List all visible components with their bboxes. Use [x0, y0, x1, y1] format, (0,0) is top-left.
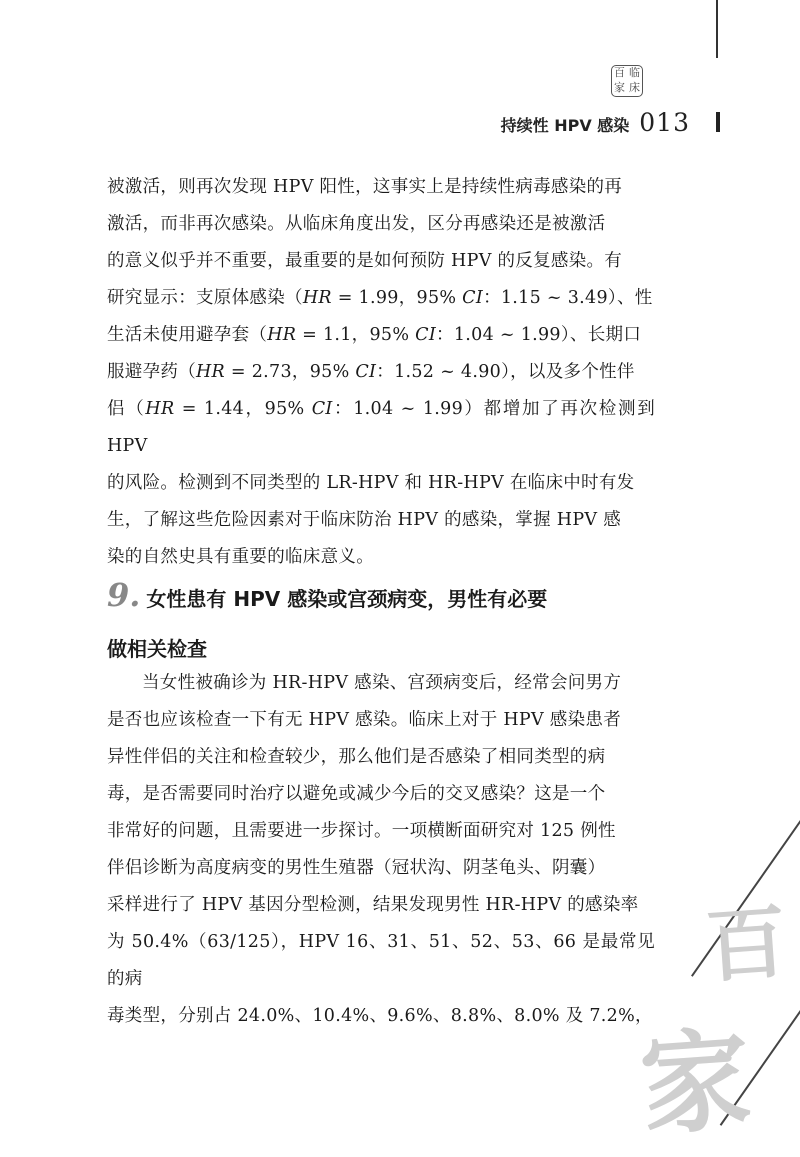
body-paragraph-1: 被激活，则再次发现 HPV 阳性，这事实上是持续性病毒感染的再 激活，而非再次感染。从临床角度出发，区分再感染还是被激活 的意义似乎并不重要，最重要的是如何预防 HPV 的反复感染。有 研究显示：支原体感染（HR = 1.99，95% CI：1.15 ~ 3.49）、性 生活未使用避孕套（HR = 1.1，95% CI：1.04 ~ 1.99）、长期口 服避孕药（HR = 2.73，95% CI：1.52 ~ 4.90），以及多个性伴 侣（HR = 1.44，95% CI：1.04 ~ 1.99）都增加了再次检测到 HPV 的风险。检测到不同类型的 LR-HPV 和 HR-HPV 在临床中时有发 生，了解这些危险因素对于临床防治 HPV 的感染，掌握 HPV 感 染的自然史具有重要的临床意义。 [107, 177, 655, 567]
section-title: 女性患有 HPV 感染或宫颈病变，男性有必要 做相关检查 [107, 587, 548, 661]
brand-watermark-char: 百 [703, 894, 790, 994]
header-rule [716, 0, 718, 58]
seal-char: 百 [614, 66, 625, 79]
seal-char: 临 [629, 66, 640, 79]
section-heading [107, 570, 667, 674]
baijia-linchuang-seal-logo [611, 65, 643, 97]
body-paragraph-2: 当女性被确诊为 HR-HPV 感染、宫颈病变后，经常会问男方 是否也应该检查一下有无 HPV 感染。临床上对于 HPV 感染患者 异性伴侣的关注和检查较少，那么他们是否感染了相同类型的病 毒，是否需要同时治疗以避免或减少今后的交叉感染？这是一个 非常好的问题，且需要进一步探讨。一项横断面研究对 125 例性 伴侣诊断为高度病变的男性生殖器（冠状沟、阴茎龟头、阴囊） 采样进行了 HPV 基因分型检测，结果发现男性 HR-HPV 的感染率 为 50.4%（63/125），HPV 16、31、51、52、53、66 是最常见的病 毒类型，分别占 24.0%、10.4%、9.6%、8.8%、8.0% 及 7.2%， [107, 673, 655, 1026]
running-head [501, 108, 690, 138]
seal-char: 家 [614, 81, 625, 94]
seal-char: 床 [629, 81, 640, 94]
section-number: 9. [107, 576, 141, 614]
brand-watermark-char: 家 [636, 1014, 755, 1151]
page-number: 013 [639, 108, 690, 137]
running-head-bar [716, 112, 720, 132]
running-head-title: 持续性 HPV 感染 [500, 116, 630, 135]
